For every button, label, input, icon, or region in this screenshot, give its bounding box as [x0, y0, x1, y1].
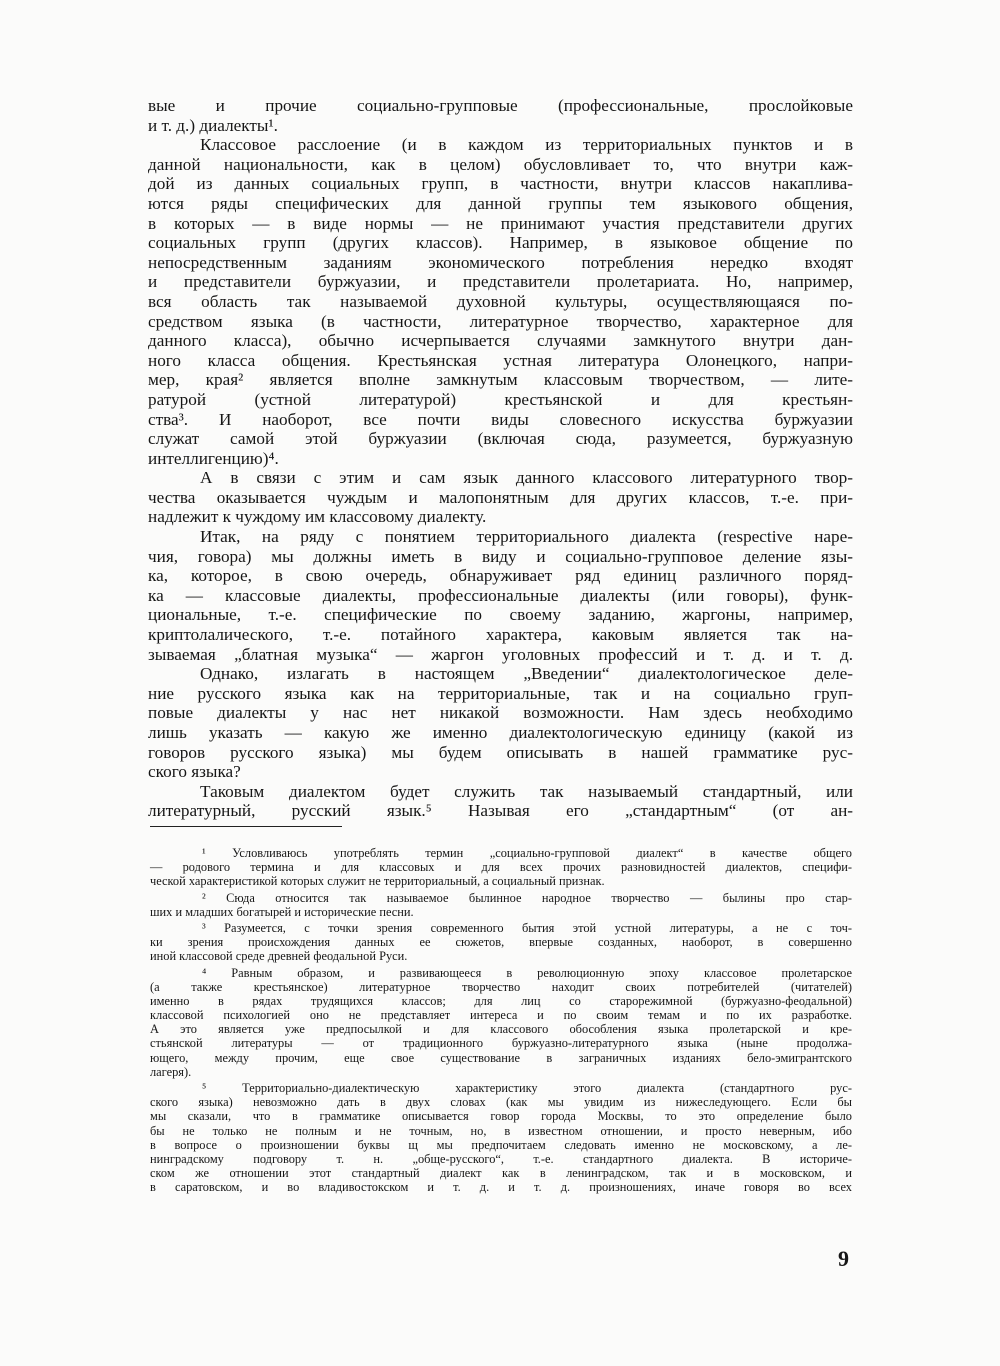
body-line: непосредственным заданиям экономического потребления нередко входят: [148, 252, 853, 272]
body-line: Однако, излагать в настоящем „Введении“ диалектологическое деле-: [200, 664, 853, 684]
body-line: циональные, т.-е. специфические по своему заданию, жаргоны, например,: [148, 605, 853, 625]
footnote-line: ¹ Условливаюсь употреблять термин „социально-групповой диалект“ в качестве общего: [202, 846, 852, 860]
body-line: вся область так называемой духовной культуры, осуществляющаяся по-: [148, 291, 853, 311]
body-line: Таковым диалектом будет служить так называемый стандартный, или: [200, 781, 853, 801]
footnote-line: стьянской литературы — от традиционного буржуазно-литературного языка (ныне продолжа-: [150, 1036, 852, 1051]
footnote-line: бы не только не полным и не точным, но, в известном отношении, и просто неверным, ибо: [150, 1123, 852, 1138]
footnote-line: ших и младших богатырей и исторические песни.: [150, 904, 414, 919]
body-line: интеллигенцию)⁴.: [148, 448, 279, 468]
footnote-line: иной классовой среде древней феодальной Руси.: [150, 949, 408, 964]
footnote-line: ⁴ Равным образом, и развивающееся в революционную эпоху классовое пролетарское: [202, 965, 852, 980]
body-line: служат самой этой буржуазии (включая сюда, разумеется, буржуазную: [148, 429, 853, 449]
footnote-line: ки зрения происхождения данных ее сюжетов, впервые созданных, наоборот, в совершенно: [150, 935, 852, 950]
footnote-line: ющего, между прочим, еще свое существование в заграничных изданиях бело-эмигрантского: [150, 1050, 852, 1065]
body-line: мер, края² является вполне замкнутым классовым творчеством, — лите-: [148, 370, 853, 390]
footnote-line: — родового термина и для классовых и для всех прочих разновидностей диалектов, специфи-: [150, 860, 852, 875]
body-line: ратурой (устной литературой) крестьянской и для крестьян-: [148, 389, 853, 409]
body-line: ние русского языка как на территориальные, так и на социально груп-: [148, 683, 853, 703]
body-line: надлежит к чуждому им классовому диалекту.: [148, 507, 487, 527]
body-line: ются ряды специфических для данной группы тем языкового общения,: [148, 193, 853, 213]
footnote-line: ² Сюда относится так называемое былинное народное творчество — былины про стар-: [202, 890, 852, 905]
body-line: литературный, русский язык.⁵ Называя его „стандартным“ (от ан-: [148, 801, 853, 821]
body-line: дой из данных социальных групп, в частности, внутри классов накаплива-: [148, 174, 853, 194]
footnote-line: ³ Разумеется, с точки зрения современного бытия этой устной литературы, а не с точ-: [202, 920, 852, 935]
body-line: Классовое расслоение (и в каждом из территориальных пунктов и в: [200, 135, 853, 155]
body-line: ка, которое, в свою очередь, обнаруживает ряд единиц различного поряд-: [148, 566, 853, 586]
body-line: ного класса общения. Крестьянская устная литература Олонецкого, напри-: [148, 350, 853, 370]
footnote-line: именно в рядах трудящихся классов; для лиц со старорежимной (буржуазно-феодальной): [150, 993, 852, 1008]
page-number: 9: [838, 1246, 849, 1271]
footnote-line: ского языка) невозможно дать в двух словах (как мы увидим из нижеследующего. Если бы: [150, 1095, 852, 1110]
footnote-line: ⁵ Территориально-диалектическую характеристику этого диалекта (стандартного рус-: [202, 1081, 852, 1095]
body-line: чества оказывается чуждым и малопонятным для других классов, т.-е. при-: [148, 487, 853, 507]
body-line: ка — классовые диалекты, профессиональные диалекты (или говоры), функ-: [148, 585, 853, 605]
body-line: в которых — в виде нормы — не принимают участия представители других: [148, 213, 853, 233]
body-line: и т. д.) диалекты¹.: [148, 115, 278, 135]
footnote-line: мы сказали, что в грамматике описывается говор города Москвы, то это определение было: [150, 1109, 852, 1124]
footnote-line: А это является уже предпосылкой и для классового обособления языка пролетарской и кре-: [150, 1022, 852, 1037]
body-line: лишь указать — какую же именно диалектологическую единицу (какой из: [148, 723, 853, 742]
body-line: вые и прочие социально-групповые (профессиональные, прослойковые: [148, 96, 853, 115]
body-line: чия, говора) мы должны иметь в виду и социально-групповое деление язы-: [148, 546, 853, 566]
footnote-line: классовой психологией оно не представляет интереса и по своим темам и по их разработке.: [150, 1008, 852, 1023]
footnote-line: нинградскому подговору т. н. „обще-русского“, т.-е. стандартного диалекта. В историче-: [150, 1151, 852, 1166]
footnote-line: в вопросе о произношении буквы щ мы предпочитаем следовать именно не московскому, а ле-: [150, 1137, 852, 1152]
body-line: криптолалического, т.-е. потайного характера, каковым является так на-: [148, 625, 853, 645]
body-line: Итак, на ряду с понятием территориального диалекта (respective наре-: [200, 527, 853, 547]
body-text: [148, 96, 853, 821]
footnote-line: (а также крестьянское) литературное творчество находит своих потребителей (читателей): [150, 979, 852, 994]
body-line: А в связи с этим и сам язык данного классового литературного твор-: [200, 468, 853, 488]
body-line: социальных групп (других классов). Например, в языковое общение по: [148, 233, 853, 253]
body-line: говоров русского языка) мы будем описывать в нашей грамматике рус-: [148, 742, 853, 762]
footnote-line: ческой характеристикой которых служит не территориальный, а социальный признак.: [150, 874, 605, 889]
body-line: данной национальности, как в целом) обусловливает то, что внутри каж-: [148, 154, 853, 174]
footnote-line: лагеря).: [150, 1064, 192, 1079]
body-line: и представители буржуазии, и представители пролетариата. Но, например,: [148, 272, 853, 292]
footnote-divider: [150, 826, 342, 827]
body-line: повые диалекты у нас нет никакой возможности. Нам здесь необходимо: [148, 703, 853, 723]
footnote-line: ском же отношении этот стандартный диалект как в ленинградском, так и в московском, и: [150, 1166, 852, 1181]
body-line: ского языка?: [148, 762, 241, 782]
footnote-line: в саратовском, и во владивостокском и т. д. и т. д. произношениях, иначе говоря во всех: [150, 1180, 852, 1195]
body-line: средством языка (в частности, литературное творчество, характерное для: [148, 311, 853, 331]
body-line: ства³. И наоборот, все почти виды словесного искусства буржуазии: [148, 409, 853, 429]
body-line: данного класса), обычно исчерпывается случаями замкнутого внутри дан-: [148, 331, 853, 351]
body-line: зываемая „блатная музыка“ — жаргон уголовных профессий и т. д. и т. д.: [148, 644, 853, 664]
footnotes-block: [150, 846, 852, 1195]
